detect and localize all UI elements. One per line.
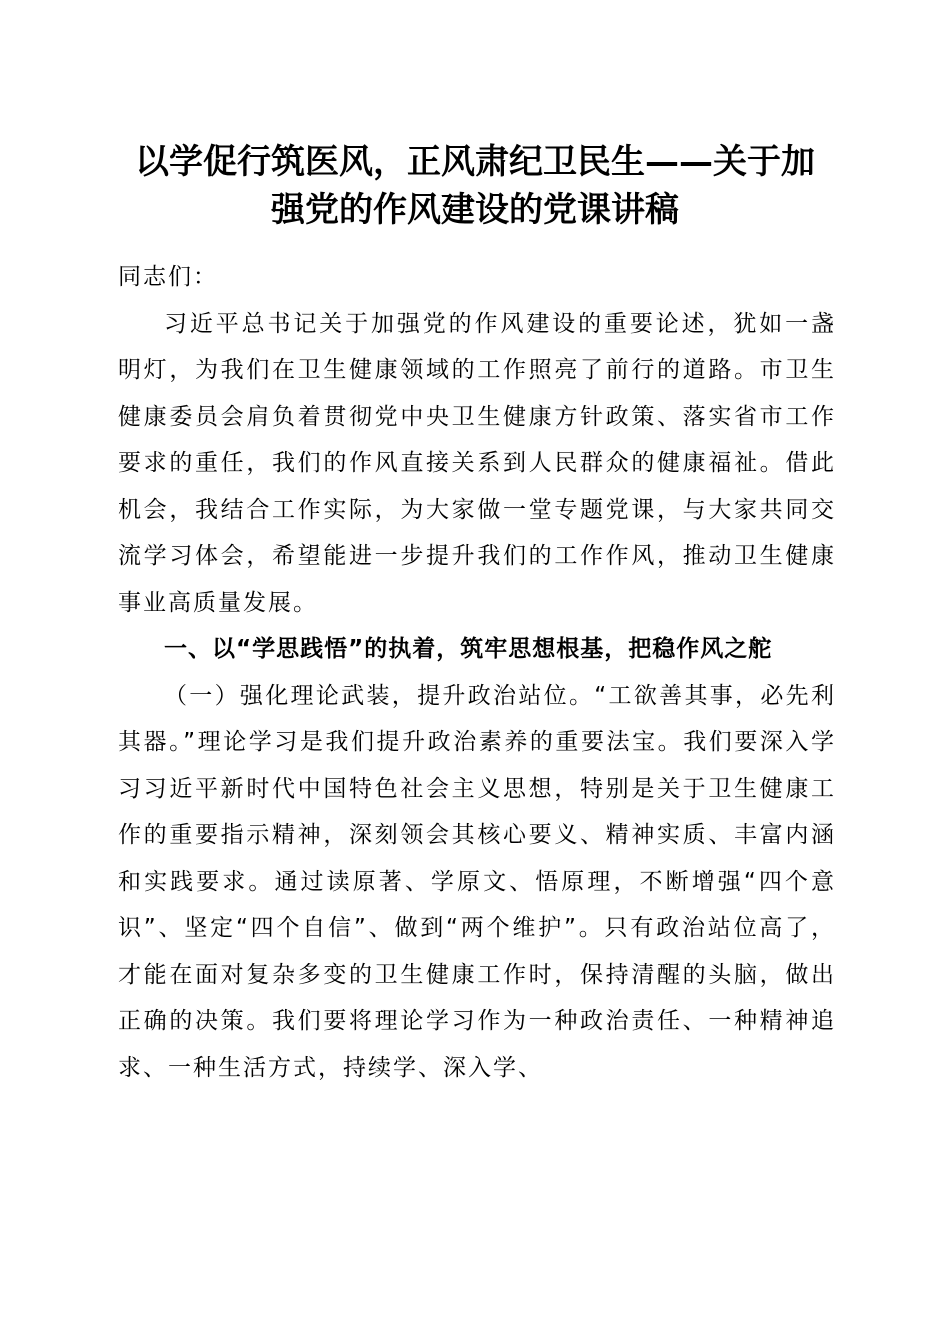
intro-paragraph: 习近平总书记关于加强党的作风建设的重要论述，犹如一盏明灯，为我们在卫生健康领域的工作照亮了前行的道路。市卫生健康委员会肩负着贯彻党中央卫生健康方针政策、落实省市工作要求的重任，我们的作风直接关系到人民群众的健康福祉。借此机会，我结合工作实际，为大家做一堂专题党课，与大家共同交流学习体会，希望能进一步提升我们的工作作风，推动卫生健康事业高质量发展。	[118, 310, 836, 616]
subsection-paragraph-1: （一）强化理论武装，提升政治站位。“工欲善其事，必先利其器。”理论学习是我们提升政治素养的重要法宝。我们要深入学习习近平新时代中国特色社会主义思想，特别是关于卫生健康工作的重要指示精神，深刻领会其核心要义、精神实质、丰富内涵和实践要求。通过读原著、学原文、悟原理，不断增强“四个意识”、坚定“四个自信”、做到“两个维护”。只有政治站位高了，才能在面对复杂多变的卫生健康工作时，保持清醒的头脑，做出正确的决策。我们要将理论学习作为一种政治责任、一种精神追求、一种生活方式，持续学、深入学、	[118, 682, 836, 1081]
title-line-1: 以学促行筑医风，正风肃纪卫民生——关于加	[135, 142, 815, 182]
document-title	[110, 138, 840, 234]
section-heading-1: 一、以“学思践悟”的执着，筑牢思想根基，把稳作风之舵	[164, 636, 773, 662]
salutation: 同志们：	[118, 264, 218, 290]
document-body	[118, 254, 836, 1091]
title-line-2: 强党的作风建设的党课讲稿	[271, 190, 679, 230]
